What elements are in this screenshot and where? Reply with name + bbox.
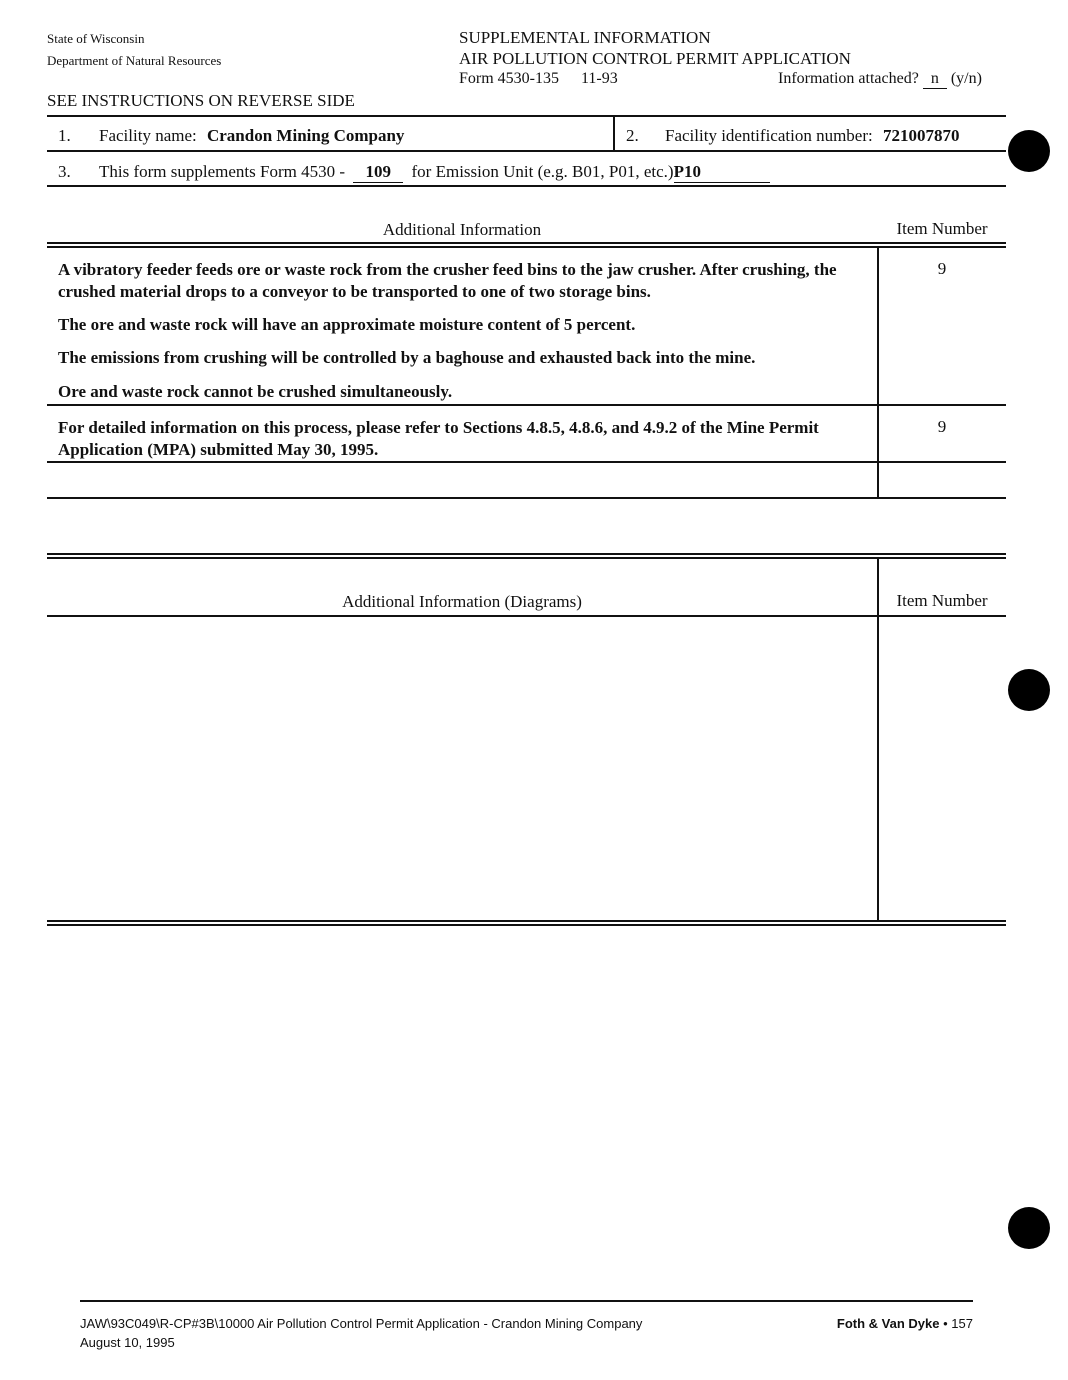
table-head-rule-2: [47, 246, 1006, 248]
emission-unit-value[interactable]: P10: [674, 162, 770, 183]
field-box-mid-rule: [47, 150, 1006, 152]
additional-info-heading: Additional Information: [382, 220, 542, 239]
footer-bullet: •: [943, 1316, 948, 1331]
facility-name-number: 1.: [58, 126, 71, 145]
diagrams-heading: Additional Information (Diagrams): [342, 592, 582, 611]
row2-item-number: 9: [937, 417, 947, 436]
instructions-note: SEE INSTRUCTIONS ON REVERSE SIDE: [47, 91, 355, 110]
facility-id-label: Facility identification number:: [665, 126, 873, 145]
diagrams-column-divider: [877, 558, 879, 920]
table-column-divider: [877, 247, 879, 497]
emission-unit-label: for Emission Unit (e.g. B01, P01, etc.): [411, 162, 674, 181]
punch-hole-bottom: [1008, 1207, 1050, 1249]
diagrams-bottom-rule-2: [47, 924, 1006, 926]
supplements-label: This form supplements Form 4530 -: [99, 162, 346, 181]
item-number-heading: Item Number: [896, 219, 988, 238]
table-bottom-rule: [47, 497, 1006, 499]
row2-paragraph-1: For detailed information on this process, please refer to Sections 4.8.5, 4.8.6, and 4.9.2 of the Mine Permit Application (MPA) submitted May 30, 1995.: [58, 418, 819, 459]
row-divider-1: [47, 404, 1006, 406]
punch-hole-top: [1008, 130, 1050, 172]
facility-name-value[interactable]: Crandon Mining Company: [206, 126, 405, 145]
form-title-supplemental: SUPPLEMENTAL INFORMATION: [459, 28, 711, 47]
row1-paragraph-2: The ore and waste rock will have an approximate moisture content of 5 percent.: [58, 315, 636, 334]
footer-date: August 10, 1995: [80, 1335, 175, 1350]
info-attached-label: Information attached?: [778, 70, 919, 87]
supplements-form-field: [58, 162, 770, 183]
footer-firm-page: [823, 1316, 973, 1331]
form-number: [459, 70, 618, 88]
row1-paragraph-1: A vibratory feeder feeds ore or waste rock from the crusher feed bins to the jaw crusher. After crushing, the crushed material drops to a conveyor to be transported to one of two storage bins.: [58, 260, 837, 301]
form-date: 11-93: [581, 70, 618, 87]
field-box-top-rule: [47, 115, 1006, 117]
footer-page-number: 157: [951, 1316, 973, 1331]
info-attached-value[interactable]: n: [923, 70, 947, 89]
diagrams-bottom-rule-1: [47, 920, 1006, 922]
footer-rule: [80, 1300, 973, 1302]
facility-id-number: 2.: [626, 126, 639, 145]
diagrams-head-rule: [47, 615, 1006, 617]
info-attached-field: [778, 70, 982, 89]
diagrams-top-rule-2: [47, 557, 1006, 559]
facility-name-label: Facility name:: [99, 126, 197, 145]
field-box-bottom-rule: [47, 185, 1006, 187]
info-attached-yn: (y/n): [950, 70, 982, 87]
department-name: Department of Natural Resources: [47, 53, 222, 68]
field-box-divider: [613, 116, 615, 151]
footer-firm: Foth & Van Dyke: [836, 1316, 940, 1331]
row1-paragraph-4: Ore and waste rock cannot be crushed simultaneously.: [58, 382, 453, 401]
row1-paragraph-3: The emissions from crushing will be controlled by a baghouse and exhausted back into the mine.: [58, 348, 756, 367]
supplements-number: 3.: [58, 162, 71, 181]
row1-item-number: 9: [937, 259, 947, 278]
facility-id-field: [626, 126, 959, 146]
diagrams-item-number-heading: Item Number: [896, 591, 988, 610]
footer-file-path: JAW\93C049\R-CP#3B\10000 Air Pollution Control Permit Application - Crandon Mining Company: [80, 1316, 643, 1331]
form-title-air-pollution: AIR POLLUTION CONTROL PERMIT APPLICATION: [459, 49, 851, 68]
punch-hole-middle: [1008, 669, 1050, 711]
facility-id-value[interactable]: 721007870: [882, 126, 960, 145]
diagrams-top-rule-1: [47, 553, 1006, 555]
table-head-rule-1: [47, 242, 1006, 244]
facility-name-field: [58, 126, 404, 146]
form-number-value: Form 4530-135: [459, 70, 559, 87]
state-name: State of Wisconsin: [47, 31, 145, 46]
supplements-form-value[interactable]: 109: [353, 162, 403, 183]
row-divider-2: [47, 461, 1006, 463]
